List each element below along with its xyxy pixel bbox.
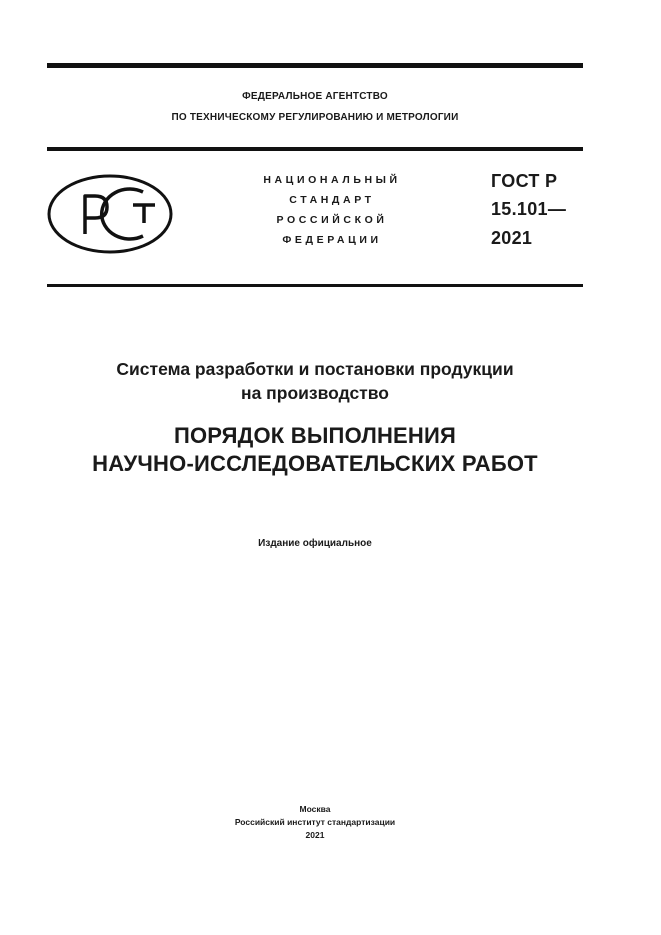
imprint-year: 2021	[305, 830, 325, 840]
top-rule	[47, 63, 583, 68]
imprint-city: Москва	[299, 804, 331, 814]
designation-rule	[47, 284, 583, 287]
standard-type-line3: РОССИЙСКОЙ	[276, 214, 388, 226]
subtitle-line2: на производство	[241, 383, 389, 403]
standard-type-line1: НАЦИОНАЛЬНЫЙ	[263, 174, 401, 186]
agency-name-line1: ФЕДЕРАЛЬНОЕ АГЕНТСТВО	[242, 91, 388, 102]
designation-line3: 2021	[491, 228, 533, 248]
edition-label: Издание официальное	[258, 538, 372, 549]
document-title-line2: НАУЧНО-ИССЛЕДОВАТЕЛЬСКИХ РАБОТ	[92, 451, 538, 476]
standard-type-line4: ФЕДЕРАЦИИ	[282, 234, 382, 246]
designation-line1: ГОСТ Р	[491, 171, 558, 191]
rst-certification-mark-icon	[47, 174, 173, 254]
designation-line2: 15.101—	[491, 199, 567, 219]
subtitle-line1: Система разработки и постановки продукции	[116, 359, 514, 379]
imprint-publisher: Российский институт стандартизации	[234, 817, 396, 827]
agency-name-line2: ПО ТЕХНИЧЕСКОМУ РЕГУЛИРОВАНИЮ И МЕТРОЛОГИИ	[171, 112, 459, 123]
document-title-line1: ПОРЯДОК ВЫПОЛНЕНИЯ	[173, 423, 457, 448]
header-rule	[47, 147, 583, 151]
standard-type-line2: СТАНДАРТ	[289, 194, 375, 206]
